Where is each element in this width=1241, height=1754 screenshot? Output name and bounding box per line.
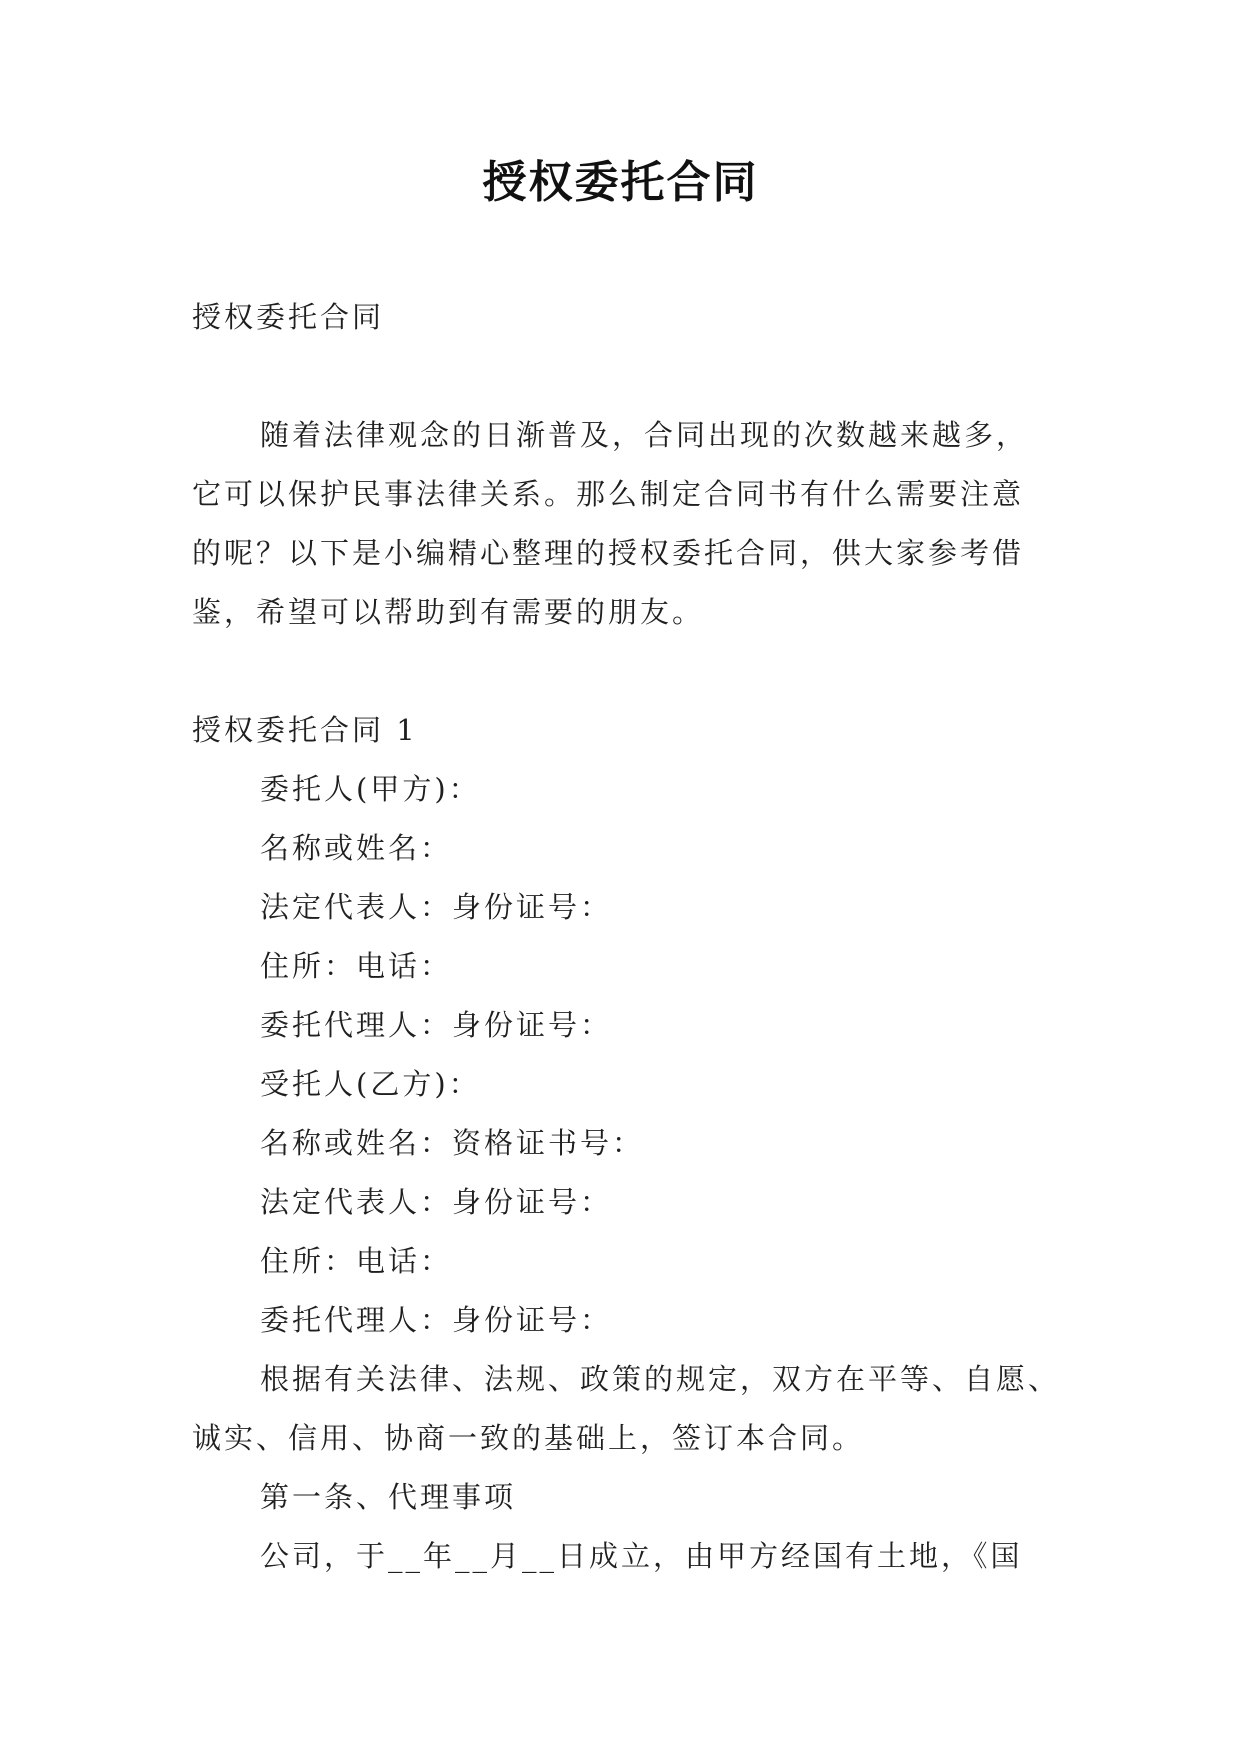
party-a-representative: 法定代表人：身份证号： <box>260 890 613 924</box>
party-b-agent: 委托代理人：身份证号： <box>260 1303 613 1337</box>
intro-line-1: 随着法律观念的日渐普及，合同出现的次数越来越多， <box>260 418 1029 452</box>
article-1-first-line: 公司，于__年__月__日成立，由甲方经国有土地，《国 <box>260 1539 1023 1573</box>
blank-line <box>192 347 1192 406</box>
intro-line-2: 它可以保护民事法律关系。那么制定合同书有什么需要注意 <box>192 477 1025 511</box>
party-b-address: 住所：电话： <box>260 1244 453 1278</box>
document-subtitle: 授权委托合同 <box>192 300 385 334</box>
preamble-line-2: 诚实、信用、协商一致的基础上，签订本合同。 <box>192 1421 865 1455</box>
party-a-name: 名称或姓名： <box>260 831 453 865</box>
party-b-representative: 法定代表人：身份证号： <box>260 1185 613 1219</box>
blank-line <box>192 642 1192 701</box>
preamble-line-1: 根据有关法律、法规、政策的规定，双方在平等、自愿、 <box>260 1362 1061 1396</box>
party-a-address: 住所：电话： <box>260 949 453 983</box>
document-body <box>192 288 1192 1586</box>
contract-heading: 授权委托合同 1 <box>192 713 418 747</box>
party-a-agent: 委托代理人：身份证号： <box>260 1008 613 1042</box>
party-b-name: 名称或姓名：资格证书号： <box>260 1126 645 1160</box>
party-a-label: 委托人(甲方)： <box>260 772 481 806</box>
document-title: 授权委托合同 <box>482 157 759 208</box>
intro-line-4: 鉴，希望可以帮助到有需要的朋友。 <box>192 595 705 629</box>
party-b-label: 受托人(乙方)： <box>260 1067 481 1101</box>
article-1-heading: 第一条、代理事项 <box>260 1480 517 1514</box>
intro-line-3: 的呢？以下是小编精心整理的授权委托合同，供大家参考借 <box>192 536 1025 570</box>
